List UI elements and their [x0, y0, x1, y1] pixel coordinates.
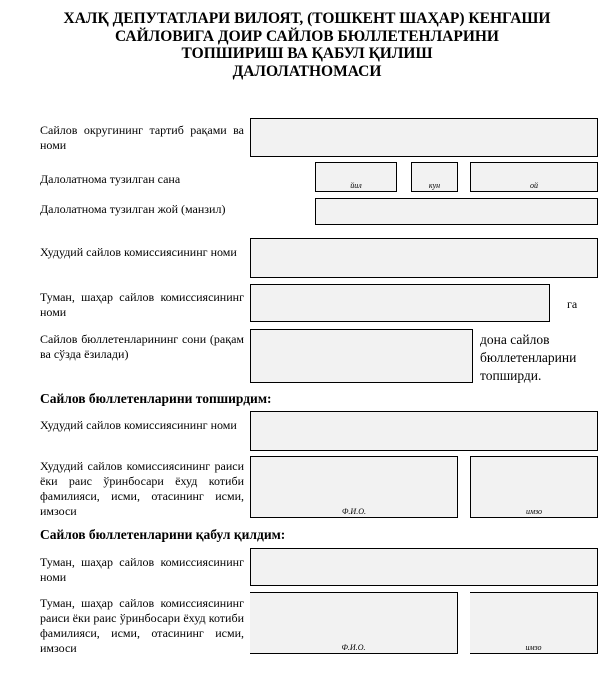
month-caption: ой: [530, 181, 538, 190]
district-number-label: Сайлов округининг тартиб рақами ва номи: [40, 123, 244, 152]
act-date-month-field[interactable]: [470, 162, 598, 192]
ballot-suffix-line: топширди.: [480, 368, 542, 383]
ballot-count-suffix: [480, 331, 576, 385]
act-place-label: Далолатнома тузилган жой (манзил): [40, 202, 226, 216]
fio-caption: Ф.И.О.: [341, 643, 366, 652]
received-commission-field[interactable]: [250, 548, 598, 586]
handed-over-commission-label: Худудий сайлов комиссиясининг номи: [40, 418, 237, 432]
received-fio-field[interactable]: [250, 592, 458, 654]
local-commission-suffix: га: [567, 297, 578, 311]
ballot-suffix-line: дона сайлов: [480, 332, 550, 347]
day-caption: кун: [428, 181, 441, 190]
document-title: [0, 10, 614, 80]
signature-caption: имзо: [525, 507, 543, 516]
received-commission-label: Туман, шаҳар сайлов комиссиясининг номи: [40, 555, 244, 584]
district-commission-field[interactable]: [250, 238, 598, 278]
fio-caption: Ф.И.О.: [342, 507, 366, 516]
received-signature-field[interactable]: [470, 592, 598, 654]
year-caption: йил: [350, 181, 362, 190]
title-line: САЙЛОВИГА ДОИР САЙЛОВ БЮЛЛЕТЕНЛАРИНИ: [114, 27, 499, 45]
local-commission-label: Туман, шаҳар сайлов комиссиясининг номи: [40, 290, 244, 319]
title-line: ДАЛОЛАТНОМАСИ: [232, 62, 382, 80]
local-commission-field[interactable]: [250, 284, 550, 322]
act-date-year-field[interactable]: [315, 162, 397, 192]
received-heading: Сайлов бюллетенларини қабул қилдим:: [40, 527, 286, 542]
district-number-field[interactable]: [250, 118, 598, 157]
act-date-day-field[interactable]: [411, 162, 458, 192]
title-line: ХАЛҚ ДЕПУТАТЛАРИ ВИЛОЯТ, (ТОШКЕНТ ШАҲАР) КЕНГАШИ: [63, 10, 551, 27]
district-commission-label: Худудий сайлов комиссиясининг номи: [40, 245, 237, 259]
ballot-count-label: Сайлов бюллетенларининг сони (рақам ва сўзда ёзилади): [40, 332, 244, 361]
handed-over-commission-field[interactable]: [250, 411, 598, 451]
handed-over-signer-label: Худудий сайлов комиссиясининг раиси ёки раис ўринбосари ёхуд котиби фамилияси, исми, отасининг исми, имзоси: [40, 459, 244, 518]
title-line: ТОПШИРИШ ВА ҚАБУЛ ҚИЛИШ: [181, 45, 433, 62]
act-date-label: Далолатнома тузилган сана: [40, 172, 181, 186]
ballot-suffix-line: бюллетенларини: [480, 350, 577, 365]
signature-caption: имзо: [525, 643, 542, 652]
received-signer-label: Туман, шаҳар сайлов комиссиясининг раиси ёки раис ўринбосари ёхуд котиби фамилияси, исми, отасининг исми, имзоси: [40, 596, 244, 655]
handed-over-fio-field[interactable]: [250, 456, 458, 518]
ballot-count-field[interactable]: [250, 329, 473, 383]
act-place-field[interactable]: [315, 198, 598, 225]
handed-over-signature-field[interactable]: [470, 456, 598, 518]
handed-over-heading: Сайлов бюллетенларини топширдим:: [40, 391, 272, 406]
